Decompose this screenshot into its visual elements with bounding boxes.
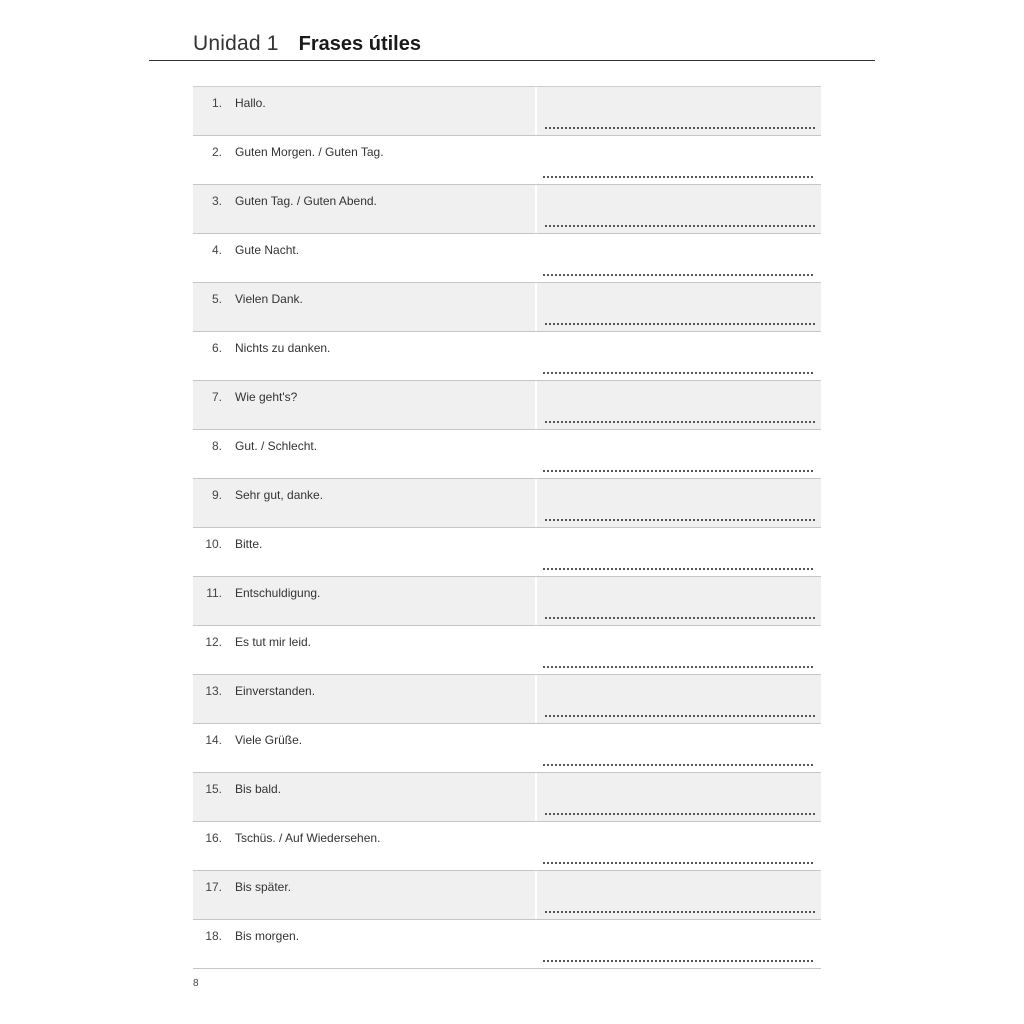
dotted-answer-line bbox=[543, 568, 813, 570]
phrase-row bbox=[193, 381, 821, 430]
dotted-answer-line bbox=[543, 960, 813, 962]
phrase-row bbox=[193, 479, 821, 528]
answer-field[interactable] bbox=[535, 332, 821, 380]
page-title: Frases útiles bbox=[298, 33, 421, 55]
item-number: 12. bbox=[205, 635, 222, 649]
dotted-answer-line bbox=[543, 470, 813, 472]
phrase-row bbox=[193, 773, 821, 822]
dotted-answer-line bbox=[545, 323, 815, 325]
item-number: 17. bbox=[205, 880, 222, 894]
german-phrase: Wie geht's? bbox=[235, 390, 298, 404]
item-number: 4. bbox=[211, 243, 222, 257]
item-number: 16. bbox=[205, 831, 222, 845]
phrase-row bbox=[193, 675, 821, 724]
item-number: 11. bbox=[206, 586, 222, 600]
dotted-answer-line bbox=[543, 666, 813, 668]
answer-field[interactable] bbox=[535, 185, 823, 233]
dotted-answer-line bbox=[543, 764, 813, 766]
answer-field[interactable] bbox=[535, 773, 823, 821]
item-number: 8. bbox=[211, 439, 222, 453]
unit-label: Unidad 1 bbox=[193, 32, 279, 55]
answer-field[interactable] bbox=[535, 87, 823, 135]
answer-field[interactable] bbox=[535, 724, 821, 772]
phrase-row bbox=[193, 822, 821, 871]
phrase-row bbox=[193, 577, 821, 626]
header-divider bbox=[149, 60, 875, 61]
german-phrase: Sehr gut, danke. bbox=[235, 488, 324, 502]
phrase-row bbox=[193, 724, 821, 773]
dotted-answer-line bbox=[545, 911, 815, 913]
answer-field[interactable] bbox=[535, 381, 823, 429]
answer-field[interactable] bbox=[535, 479, 823, 527]
item-number: 7. bbox=[211, 390, 222, 404]
answer-field[interactable] bbox=[535, 234, 821, 282]
german-phrase: Hallo. bbox=[235, 96, 266, 110]
dotted-answer-line bbox=[545, 225, 815, 227]
item-number: 5. bbox=[211, 292, 222, 306]
item-number: 6. bbox=[211, 341, 222, 355]
phrase-table bbox=[193, 86, 821, 969]
dotted-answer-line bbox=[543, 274, 813, 276]
german-phrase: Nichts zu danken. bbox=[235, 341, 331, 355]
dotted-answer-line bbox=[545, 127, 815, 129]
phrase-row bbox=[193, 626, 821, 675]
german-phrase: Guten Tag. / Guten Abend. bbox=[235, 194, 377, 208]
item-number: 3. bbox=[211, 194, 222, 208]
phrase-row bbox=[193, 185, 821, 234]
answer-field[interactable] bbox=[535, 626, 821, 674]
phrase-row bbox=[193, 920, 821, 969]
answer-field[interactable] bbox=[535, 577, 823, 625]
german-phrase: Vielen Dank. bbox=[235, 292, 303, 306]
dotted-answer-line bbox=[545, 715, 815, 717]
phrase-row bbox=[193, 136, 821, 185]
phrase-row bbox=[193, 87, 821, 136]
german-phrase: Gute Nacht. bbox=[235, 243, 300, 257]
dotted-answer-line bbox=[543, 176, 813, 178]
page-header bbox=[193, 32, 421, 56]
answer-field[interactable] bbox=[535, 528, 821, 576]
phrase-row bbox=[193, 234, 821, 283]
german-phrase: Es tut mir leid. bbox=[235, 635, 312, 649]
german-phrase: Entschuldigung. bbox=[235, 586, 321, 600]
dotted-answer-line bbox=[545, 421, 815, 423]
german-phrase: Bis bald. bbox=[235, 782, 282, 796]
phrase-row bbox=[193, 871, 821, 920]
item-number: 10. bbox=[205, 537, 222, 551]
german-phrase: Viele Grüße. bbox=[235, 733, 303, 747]
answer-field[interactable] bbox=[535, 920, 821, 968]
german-phrase: Bis später. bbox=[235, 880, 292, 894]
answer-field[interactable] bbox=[535, 871, 823, 919]
german-phrase: Einverstanden. bbox=[235, 684, 316, 698]
phrase-row bbox=[193, 430, 821, 479]
german-phrase: Gut. / Schlecht. bbox=[235, 439, 318, 453]
item-number: 14. bbox=[205, 733, 222, 747]
item-number: 2. bbox=[211, 145, 222, 159]
german-phrase: Bitte. bbox=[235, 537, 263, 551]
answer-field[interactable] bbox=[535, 675, 823, 723]
answer-field[interactable] bbox=[535, 283, 823, 331]
phrase-row bbox=[193, 283, 821, 332]
german-phrase: Tschüs. / Auf Wiedersehen. bbox=[235, 831, 381, 845]
german-phrase: Bis morgen. bbox=[235, 929, 300, 943]
dotted-answer-line bbox=[543, 862, 813, 864]
item-number: 1. bbox=[211, 96, 222, 110]
item-number: 9. bbox=[211, 488, 222, 502]
dotted-answer-line bbox=[545, 617, 815, 619]
phrase-row bbox=[193, 528, 821, 577]
answer-field[interactable] bbox=[535, 136, 821, 184]
dotted-answer-line bbox=[543, 372, 813, 374]
phrase-row bbox=[193, 332, 821, 381]
item-number: 18. bbox=[205, 929, 222, 943]
item-number: 13. bbox=[205, 684, 222, 698]
page-number: 8 bbox=[193, 978, 199, 989]
answer-field[interactable] bbox=[535, 822, 821, 870]
dotted-answer-line bbox=[545, 813, 815, 815]
answer-field[interactable] bbox=[535, 430, 821, 478]
german-phrase: Guten Morgen. / Guten Tag. bbox=[235, 145, 384, 159]
item-number: 15. bbox=[205, 782, 222, 796]
dotted-answer-line bbox=[545, 519, 815, 521]
